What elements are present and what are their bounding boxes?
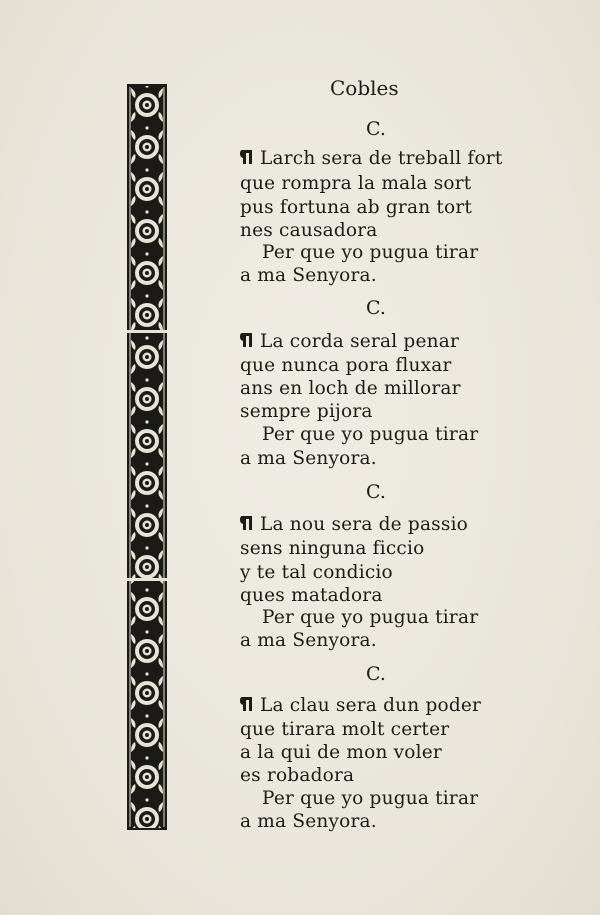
verse-line: La clau sera dun poder xyxy=(240,695,481,716)
refrain-line: Per que yo pugua tirar xyxy=(262,607,479,628)
stanza-mark: C. xyxy=(366,297,386,319)
verse-line: que rompra la mala sort xyxy=(240,173,472,194)
stanza-mark: C. xyxy=(366,118,386,140)
verse-line: ans en loch de millorar xyxy=(240,378,461,399)
pilcrow-icon xyxy=(240,514,254,532)
verse-line: Larch sera de treball fort xyxy=(240,148,502,169)
verse-line: pus fortuna ab gran tort xyxy=(240,197,473,218)
stanza-mark: C. xyxy=(366,663,386,685)
verse-line: La nou sera de passio xyxy=(240,514,468,535)
refrain-line: Per que yo pugua tirar xyxy=(262,242,479,263)
decorative-border xyxy=(127,84,167,830)
refrain-line: a ma Senyora. xyxy=(240,811,377,832)
refrain-line: a ma Senyora. xyxy=(240,448,377,469)
verse-line: es robadora xyxy=(240,765,355,786)
verse-line: que nunca pora fluxar xyxy=(240,355,452,376)
verse-line: y te tal condicio xyxy=(240,562,393,583)
verse-line: ques matadora xyxy=(240,585,383,606)
refrain-line: Per que yo pugua tirar xyxy=(262,788,479,809)
page-title: Cobles xyxy=(330,76,399,100)
refrain-line: Per que yo pugua tirar xyxy=(262,424,479,445)
stanza-mark: C. xyxy=(366,481,386,503)
verse-line: sens ninguna ficcio xyxy=(240,538,425,559)
pilcrow-icon xyxy=(240,331,254,349)
pilcrow-icon xyxy=(240,695,254,713)
refrain-line: a ma Senyora. xyxy=(240,265,377,286)
verse-line: a la qui de mon voler xyxy=(240,742,442,763)
verse-line: nes causadora xyxy=(240,220,378,241)
refrain-line: a ma Senyora. xyxy=(240,630,377,651)
pilcrow-icon xyxy=(240,148,254,166)
verse-line: sempre pijora xyxy=(240,401,373,422)
verse-line: que tirara molt certer xyxy=(240,719,450,740)
verse-line: La corda seral penar xyxy=(240,331,459,352)
